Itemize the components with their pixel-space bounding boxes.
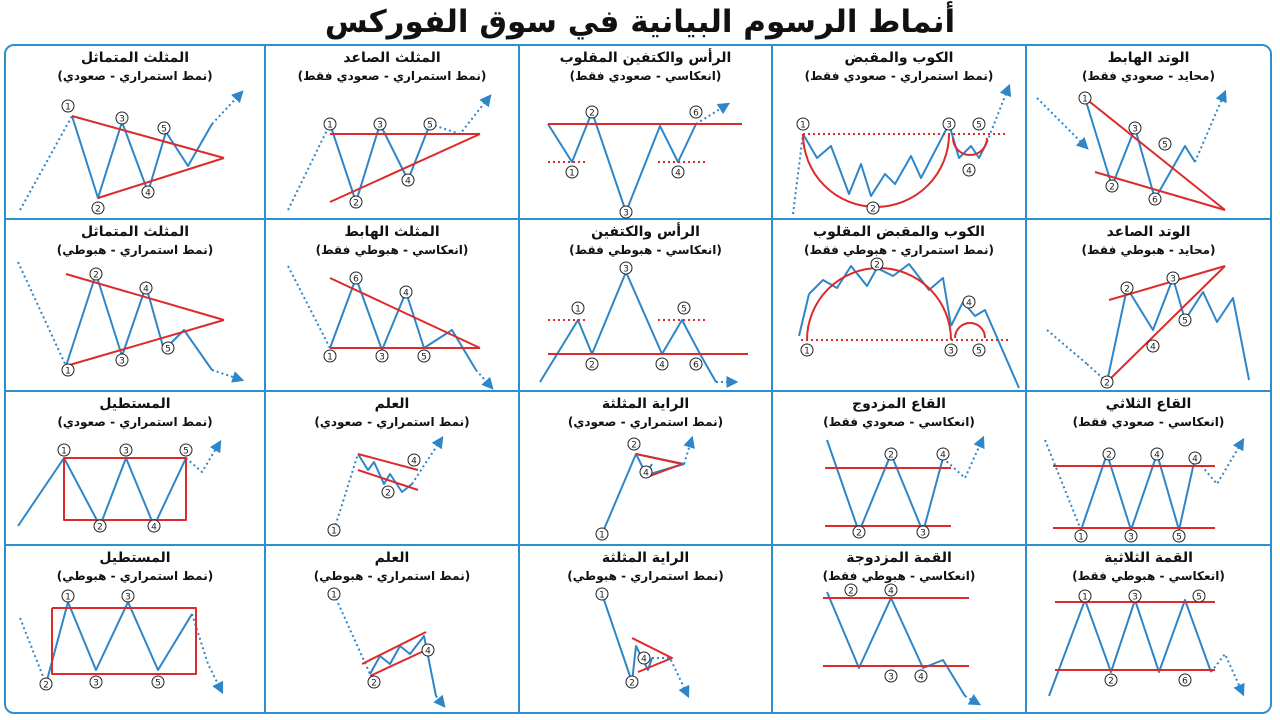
point-marker (885, 584, 897, 597)
price-line (793, 134, 803, 214)
point-marker (672, 166, 684, 179)
price-line (72, 116, 212, 198)
point-marker (1106, 180, 1118, 193)
svg-text:1: 1 (1078, 532, 1084, 543)
point-marker (973, 118, 985, 131)
point-marker (640, 466, 652, 479)
price-line (809, 264, 951, 326)
pattern-cell (266, 220, 520, 392)
pattern-subtitle: (انعكاسي - هبوطي فقط) (315, 243, 469, 257)
price-line (540, 272, 716, 382)
price-line (212, 92, 242, 124)
pattern-cell (773, 46, 1027, 220)
svg-text:4: 4 (411, 456, 417, 467)
svg-text:4: 4 (675, 168, 681, 179)
svg-text:2: 2 (589, 360, 595, 371)
price-line (827, 592, 965, 696)
svg-text:3: 3 (379, 352, 385, 363)
svg-text:1: 1 (331, 590, 337, 601)
svg-text:1: 1 (331, 526, 337, 537)
svg-text:4: 4 (1192, 454, 1198, 465)
pattern-name: القاع الثلاثي (1105, 396, 1192, 412)
pattern-cell (1027, 546, 1270, 712)
point-marker (152, 676, 164, 689)
point-marker (801, 344, 813, 357)
svg-text:6: 6 (1152, 195, 1158, 206)
pattern-subtitle: (محايد - صعودي فقط) (1082, 69, 1215, 83)
pattern-subtitle: (نمط استمراري - هبوطي) (313, 569, 471, 583)
pattern-cell (773, 546, 1027, 712)
patterns-grid (6, 46, 1270, 712)
svg-text:1: 1 (804, 346, 810, 357)
point-marker (1079, 590, 1091, 603)
svg-text:3: 3 (1132, 592, 1138, 603)
price-line (46, 602, 192, 684)
svg-text:3: 3 (623, 264, 629, 275)
point-marker (1129, 590, 1141, 603)
pattern-subtitle: (انعكاسي - هبوطي فقط) (822, 569, 976, 583)
point-marker (1103, 448, 1115, 461)
pattern-cell (1027, 46, 1270, 220)
point-marker (90, 676, 102, 689)
point-marker (158, 122, 170, 135)
point-marker (943, 118, 955, 131)
svg-text:5: 5 (681, 304, 687, 315)
point-marker (1101, 376, 1113, 389)
level-line (64, 458, 186, 520)
pattern-name: القمة الثلاثية (1104, 550, 1193, 566)
svg-text:2: 2 (888, 450, 894, 461)
price-line (965, 696, 979, 704)
point-marker (586, 358, 598, 371)
price-line (1211, 654, 1243, 694)
point-marker (572, 302, 584, 315)
level-line (650, 464, 682, 476)
pattern-subtitle: (نمط استمراري - صعودي) (567, 415, 724, 429)
pattern-name: الراية المثلثة (601, 396, 690, 412)
svg-text:2: 2 (1108, 676, 1114, 687)
point-marker (678, 302, 690, 315)
pattern-subtitle: (نمط استمراري - صعودي فقط) (297, 69, 487, 83)
svg-text:4: 4 (659, 360, 665, 371)
point-marker (402, 174, 414, 187)
svg-text:1: 1 (65, 102, 71, 113)
level-line (636, 454, 682, 464)
level-line (66, 320, 224, 366)
level-line (72, 116, 224, 158)
svg-text:2: 2 (97, 522, 103, 533)
svg-text:3: 3 (888, 672, 894, 683)
price-line (288, 124, 330, 210)
point-marker (638, 652, 650, 665)
pattern-subtitle: (محايد - هبوطي فقط) (1081, 243, 1216, 257)
pattern-cell (266, 546, 520, 712)
price-line (951, 302, 1019, 388)
point-marker (596, 528, 608, 541)
level-line (66, 274, 224, 320)
pattern-name: المثلث الهابط (344, 224, 440, 240)
level-line (330, 134, 480, 202)
point-marker (690, 358, 702, 371)
svg-text:1: 1 (327, 120, 333, 131)
pattern-cell (266, 392, 520, 546)
point-marker (1147, 340, 1159, 353)
pattern-cell (520, 220, 773, 392)
pattern-name: العلم (374, 396, 410, 412)
point-marker (368, 676, 380, 689)
pattern-name: العلم (374, 550, 410, 566)
point-marker (142, 186, 154, 199)
svg-text:5: 5 (1182, 316, 1188, 327)
pattern-cell (6, 220, 266, 392)
point-marker (1179, 314, 1191, 327)
svg-text:6: 6 (693, 108, 699, 119)
price-line (20, 618, 46, 684)
price-line (20, 116, 72, 210)
pattern-subtitle: (انعكاسي - صعودي فقط) (1072, 415, 1225, 429)
point-marker (140, 282, 152, 295)
svg-text:4: 4 (641, 654, 647, 665)
price-line (334, 454, 358, 530)
point-marker (400, 286, 412, 299)
point-marker (424, 118, 436, 131)
price-line (1085, 98, 1195, 199)
price-line (684, 438, 692, 464)
pattern-subtitle: (نمط استمراري - هبوطي) (567, 569, 724, 583)
pattern-cell (266, 46, 520, 220)
point-marker (116, 354, 128, 367)
svg-text:3: 3 (125, 592, 131, 603)
point-marker (945, 344, 957, 357)
svg-text:5: 5 (155, 678, 161, 689)
svg-text:3: 3 (948, 346, 954, 357)
svg-text:4: 4 (143, 284, 149, 295)
svg-text:5: 5 (165, 344, 171, 355)
svg-text:2: 2 (1106, 450, 1112, 461)
pattern-cell (520, 392, 773, 546)
price-line (1195, 92, 1225, 162)
point-marker (1159, 138, 1171, 151)
pattern-subtitle: (نمط استمراري - هبوطي فقط) (804, 243, 994, 257)
point-marker (418, 350, 430, 363)
svg-text:5: 5 (421, 352, 427, 363)
svg-text:3: 3 (119, 356, 125, 367)
pattern-name: الوتد الهابط (1107, 50, 1190, 66)
svg-text:3: 3 (123, 446, 129, 457)
pattern-subtitle: (انعكاسي - هبوطي فقط) (1072, 569, 1225, 583)
svg-text:2: 2 (95, 204, 101, 215)
svg-text:3: 3 (920, 528, 926, 539)
point-marker (1105, 674, 1117, 687)
point-marker (871, 258, 883, 271)
point-marker (40, 678, 52, 691)
svg-text:2: 2 (1109, 182, 1115, 193)
svg-text:4: 4 (425, 646, 431, 657)
svg-text:1: 1 (1082, 94, 1088, 105)
point-marker (885, 448, 897, 461)
pattern-name: المستطيل (99, 550, 171, 566)
svg-text:2: 2 (589, 108, 595, 119)
point-marker (963, 164, 975, 177)
pattern-name: الرأس والكتفين المقلوب (559, 50, 732, 66)
svg-text:4: 4 (918, 672, 924, 683)
svg-text:4: 4 (1150, 342, 1156, 353)
pattern-name: القاع المزدوج (852, 396, 946, 412)
svg-text:1: 1 (61, 446, 67, 457)
point-marker (845, 584, 857, 597)
pattern-subtitle: (انعكاسي - هبوطي فقط) (569, 243, 722, 257)
price-line (430, 96, 490, 134)
point-marker (1149, 193, 1161, 206)
point-marker (885, 670, 897, 683)
point-marker (62, 590, 74, 603)
pattern-cell (1027, 392, 1270, 546)
pattern-name: المثلث المتماثل (80, 224, 190, 240)
price-line (476, 370, 492, 388)
svg-text:4: 4 (643, 468, 649, 479)
point-marker (324, 350, 336, 363)
svg-text:5: 5 (427, 120, 433, 131)
svg-text:1: 1 (65, 366, 71, 377)
point-marker (1167, 272, 1179, 285)
svg-text:6: 6 (353, 274, 359, 285)
pattern-subtitle: (نمط استمراري - صعودي) (314, 415, 470, 429)
point-marker (1189, 452, 1201, 465)
svg-text:5: 5 (1176, 532, 1182, 543)
svg-text:5: 5 (1162, 140, 1168, 151)
point-marker (917, 526, 929, 539)
point-marker (620, 262, 632, 275)
svg-text:1: 1 (65, 592, 71, 603)
pattern-name: الكوب والمقبض (844, 50, 954, 66)
point-marker (122, 590, 134, 603)
point-marker (1129, 122, 1141, 135)
point-marker (1179, 674, 1191, 687)
svg-text:3: 3 (623, 208, 629, 219)
svg-text:3: 3 (1128, 532, 1134, 543)
svg-text:1: 1 (1082, 592, 1088, 603)
point-marker (1125, 530, 1137, 543)
svg-text:2: 2 (631, 440, 637, 451)
pattern-name: الرأس والكتفين (591, 224, 700, 240)
price-line (943, 438, 983, 478)
point-marker (867, 202, 879, 215)
point-marker (350, 272, 362, 285)
point-marker (797, 118, 809, 131)
point-marker (94, 520, 106, 533)
price-line (436, 696, 444, 706)
point-marker (937, 448, 949, 461)
pattern-name: القمة المزدوجة (846, 550, 952, 566)
svg-text:3: 3 (377, 120, 383, 131)
svg-text:6: 6 (1182, 676, 1188, 687)
point-marker (382, 486, 394, 499)
svg-text:3: 3 (1170, 274, 1176, 285)
point-marker (1151, 448, 1163, 461)
price-line (1047, 330, 1087, 364)
svg-text:4: 4 (966, 166, 972, 177)
pattern-name: الكوب والمقبض المقلوب (813, 224, 985, 240)
point-marker (376, 350, 388, 363)
svg-text:4: 4 (966, 298, 972, 309)
pattern-name: الراية المثلثة (601, 550, 690, 566)
pattern-cell (6, 546, 266, 712)
point-marker (328, 524, 340, 537)
point-marker (148, 520, 160, 533)
point-marker (566, 166, 578, 179)
price-line (1037, 98, 1087, 148)
point-marker (973, 344, 985, 357)
pattern-name: المثلث الصاعد (343, 50, 441, 66)
pattern-name: الوتد الصاعد (1106, 224, 1191, 240)
point-marker (1193, 590, 1205, 603)
svg-text:2: 2 (870, 204, 876, 215)
pattern-subtitle: (انعكاسي - صعودي فقط) (823, 415, 975, 429)
svg-text:5: 5 (161, 124, 167, 135)
svg-text:3: 3 (946, 120, 952, 131)
price-line (18, 262, 66, 366)
point-marker (120, 444, 132, 457)
svg-text:5: 5 (183, 446, 189, 457)
svg-text:1: 1 (327, 352, 333, 363)
point-marker (596, 588, 608, 601)
point-marker (915, 670, 927, 683)
point-marker (1075, 530, 1087, 543)
point-marker (422, 644, 434, 657)
pattern-cell (6, 392, 266, 546)
pattern-cell (773, 220, 1027, 392)
level-line (955, 323, 985, 338)
svg-text:2: 2 (371, 678, 377, 689)
svg-text:1: 1 (599, 590, 605, 601)
pattern-cell (6, 46, 266, 220)
pattern-subtitle: (نمط استمراري - صعودي) (57, 69, 213, 83)
svg-text:2: 2 (43, 680, 49, 691)
point-marker (620, 206, 632, 219)
point-marker (1079, 92, 1091, 105)
svg-text:2: 2 (93, 270, 99, 281)
price-line (66, 274, 212, 370)
svg-text:2: 2 (1104, 378, 1110, 389)
level-line (803, 134, 949, 207)
svg-text:3: 3 (1132, 124, 1138, 135)
svg-text:4: 4 (405, 176, 411, 187)
price-line (1195, 440, 1243, 484)
point-marker (350, 196, 362, 209)
point-marker (586, 106, 598, 119)
point-marker (963, 296, 975, 309)
svg-text:5: 5 (1196, 592, 1202, 603)
pattern-subtitle: (نمط استمراري - هبوطي) (56, 243, 214, 257)
svg-text:1: 1 (800, 120, 806, 131)
svg-text:6: 6 (693, 360, 699, 371)
point-marker (116, 112, 128, 125)
pattern-subtitle: (نمط استمراري - صعودي) (57, 415, 213, 429)
pattern-subtitle: (نمط استمراري - هبوطي) (56, 569, 214, 583)
point-marker (324, 118, 336, 131)
level-line (807, 268, 951, 340)
point-marker (853, 526, 865, 539)
point-marker (92, 202, 104, 215)
point-marker (690, 106, 702, 119)
svg-text:2: 2 (856, 528, 862, 539)
level-line (98, 158, 224, 198)
svg-text:4: 4 (888, 586, 894, 597)
price-line (18, 458, 186, 526)
price-line (288, 266, 330, 348)
svg-text:4: 4 (151, 522, 157, 533)
svg-text:1: 1 (575, 304, 581, 315)
pattern-cell (520, 546, 773, 712)
svg-text:2: 2 (353, 198, 359, 209)
point-marker (408, 454, 420, 467)
pattern-subtitle: (نمط استمراري - صعودي فقط) (804, 69, 994, 83)
svg-text:2: 2 (874, 260, 880, 271)
svg-text:4: 4 (940, 450, 946, 461)
point-marker (1173, 530, 1185, 543)
price-line (212, 370, 242, 380)
level-line (362, 632, 426, 664)
svg-text:2: 2 (385, 488, 391, 499)
svg-text:2: 2 (848, 586, 854, 597)
point-marker (656, 358, 668, 371)
price-line (1045, 440, 1081, 530)
svg-text:2: 2 (1124, 284, 1130, 295)
level-line (632, 638, 672, 672)
svg-text:3: 3 (93, 678, 99, 689)
svg-text:4: 4 (403, 288, 409, 299)
point-marker (328, 588, 340, 601)
svg-text:4: 4 (1154, 450, 1160, 461)
point-marker (626, 676, 638, 689)
point-marker (628, 438, 640, 451)
svg-text:1: 1 (569, 168, 575, 179)
point-marker (90, 268, 102, 281)
point-marker (1121, 282, 1133, 295)
svg-text:5: 5 (976, 120, 982, 131)
patterns-frame (4, 44, 1272, 714)
svg-text:2: 2 (629, 678, 635, 689)
point-marker (162, 342, 174, 355)
pattern-subtitle: (انعكاسي - صعودي فقط) (569, 69, 722, 83)
point-marker (62, 364, 74, 377)
svg-text:4: 4 (145, 188, 151, 199)
point-marker (374, 118, 386, 131)
point-marker (180, 444, 192, 457)
level-line (370, 650, 426, 676)
pattern-cell (1027, 220, 1270, 392)
point-marker (58, 444, 70, 457)
page-title: أنماط الرسوم البيانية في سوق الفوركس (324, 4, 956, 40)
point-marker (62, 100, 74, 113)
pattern-cell (773, 392, 1027, 546)
svg-text:1: 1 (599, 530, 605, 541)
pattern-cell (520, 46, 773, 220)
svg-text:5: 5 (976, 346, 982, 357)
pattern-name: المستطيل (99, 396, 171, 412)
svg-text:3: 3 (119, 114, 125, 125)
pattern-name: المثلث المتماثل (80, 50, 190, 66)
